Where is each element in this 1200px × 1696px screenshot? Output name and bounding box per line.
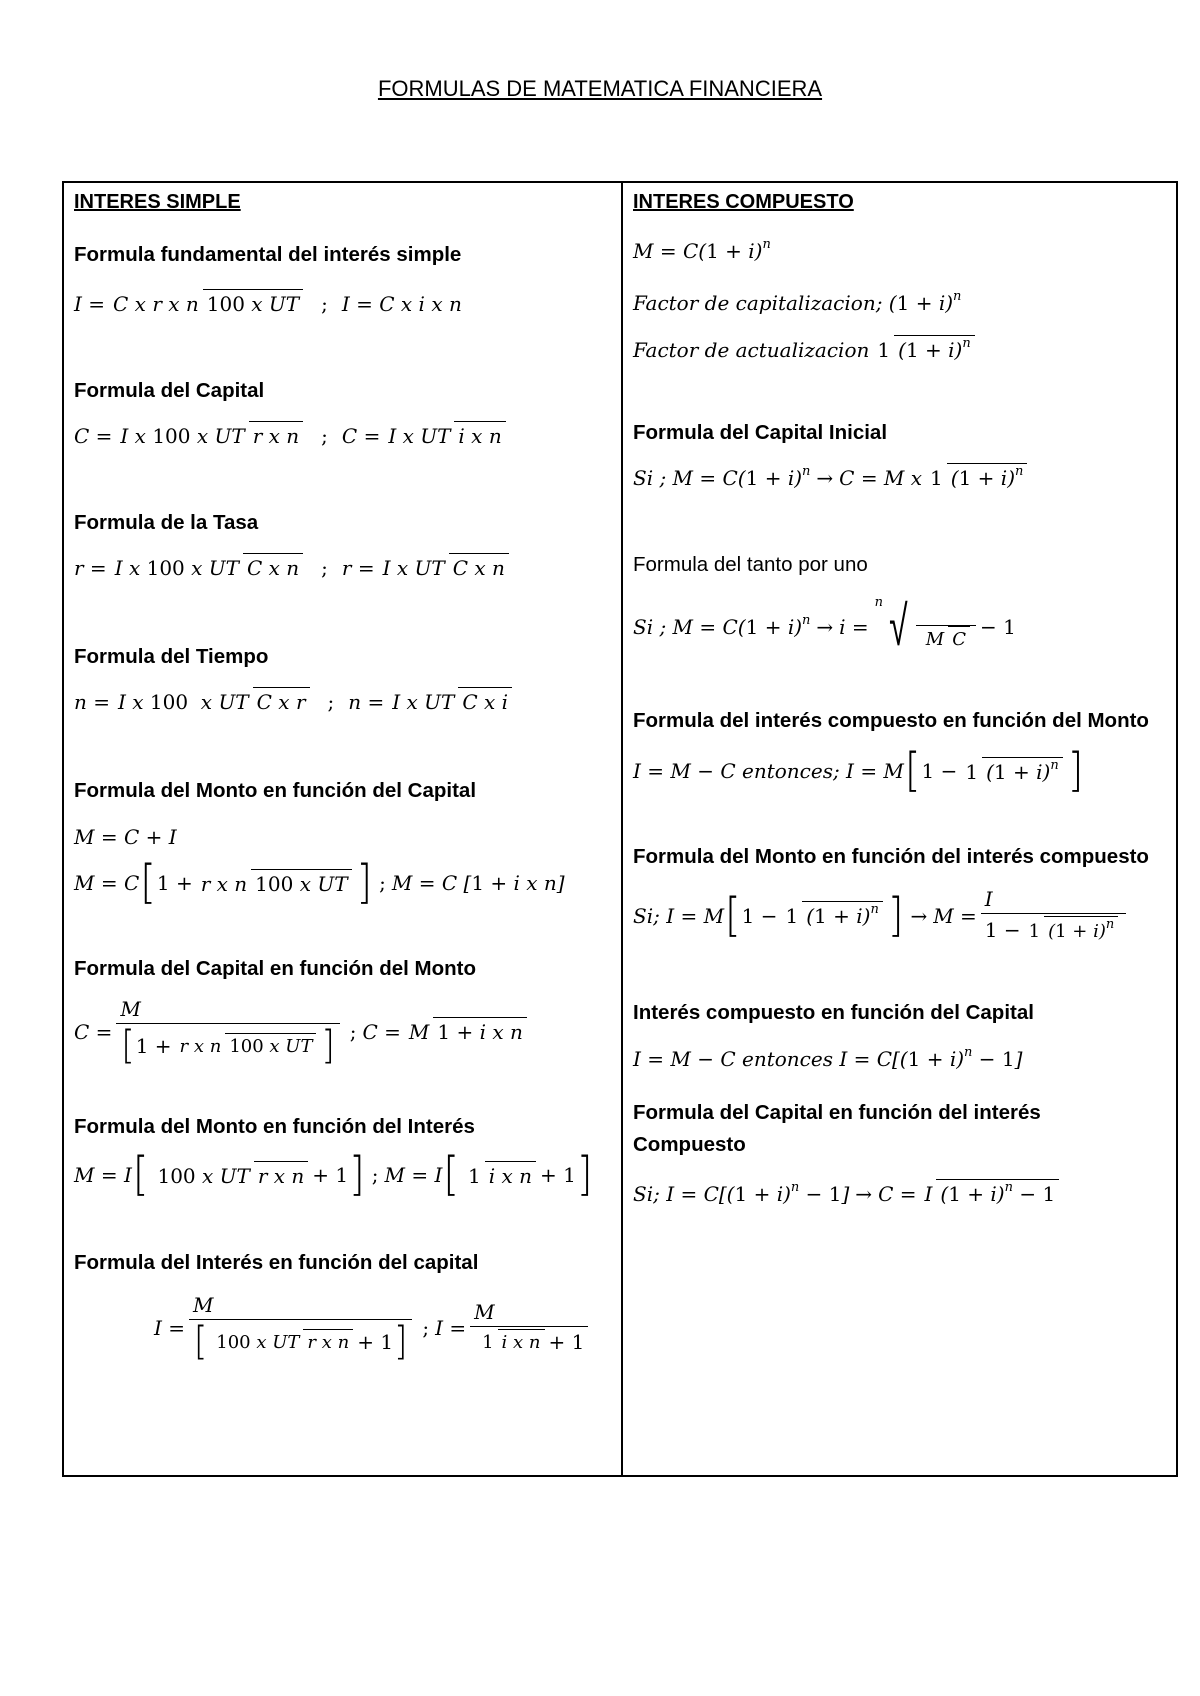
factor-cap-label: Factor de capitalizacion; <box>633 291 883 315</box>
formula-discount-factor: Factor de actualizacion 1 (1 + i)n <box>633 335 1166 364</box>
simple-interest-column <box>64 183 623 1475</box>
compound-interest-column <box>623 183 1176 1475</box>
heading-time-formula: Formula del Tiempo <box>74 645 269 668</box>
heading-amount-from-interest: Formula del Monto en función del Interés <box>74 1115 475 1138</box>
formula-fundamental: I = C x r x n 100 x UT ; I = C x i x n <box>74 289 611 318</box>
heading-initial-capital: Formula del Capital Inicial <box>633 421 888 444</box>
formula-capitalization-factor: Factor de capitalizacion; (1 + i)n <box>633 289 962 315</box>
heading-rate-formula: Formula de la Tasa <box>74 511 259 534</box>
simple-interest-title: INTERES SIMPLE <box>74 191 241 213</box>
heading-fundamental-formula: Formula fundamental del interés simple <box>74 243 462 266</box>
formula-rate-per-unit: Si ; M = C(1 + i)n → i = n √ M C − 1 <box>633 594 1016 659</box>
formula-time: n = I x 100 x UT C x r ; n = I x UT C x i <box>74 687 611 716</box>
formula-rate: r = I x 100 x UT C x n ; r = I x UT C x n <box>74 553 611 582</box>
formula-capital-from-amount: C = M [ 1 + r x n 100 x UT ] ; C = M 1 + i x n <box>74 997 611 1066</box>
formula-compound-interest-from-amount: I = M − C entonces; I = M [ 1 − 1 (1 + i)n ] <box>633 744 1084 798</box>
factor-act-label: Factor de actualizacion <box>633 337 870 362</box>
formula-capital-from-compound-interest: Si; I = C[(1 + i)n − 1] → C = I (1 + i)n − 1 <box>633 1179 1166 1208</box>
formula-initial-capital: Si ; M = C(1 + i)n → C = M x 1 (1 + i)n <box>633 463 1166 492</box>
formula-compound-interest-from-capital: I = M − C entonces I = C[(1 + i)n − 1] <box>633 1045 1023 1071</box>
formula-table <box>62 181 1178 1477</box>
heading-capital-from-compound-interest-2: Compuesto <box>633 1133 746 1156</box>
formula-interest-from-capital: I = M [ 100 x UT r x n + 1 ] ; I = M 1 i x n + 1 <box>154 1293 611 1362</box>
heading-amount-from-compound-interest: Formula del Monto en función del interés compuesto <box>633 845 1149 868</box>
formula-compound-amount: M = C(1 + i)n <box>633 237 771 263</box>
formula-amount-sum: M = C + I <box>74 825 177 849</box>
entonces-label-2: entonces <box>741 1047 833 1071</box>
formula-capital: C = I x 100 x UT r x n ; C = I x UT i x n <box>74 421 611 450</box>
heading-capital-from-compound-interest-1: Formula del Capital en función del interés <box>633 1101 1041 1124</box>
document-title: FORMULAS DE MATEMATICA FINANCIERA <box>377 76 823 101</box>
heading-amount-from-capital: Formula del Monto en función del Capital <box>74 779 477 802</box>
heading-interest-from-capital: Formula del Interés en función del capital <box>74 1251 479 1274</box>
heading-capital-formula: Formula del Capital <box>74 379 265 402</box>
entonces-label-1: entonces; <box>741 759 840 783</box>
heading-rate-per-unit: Formula del tanto por uno <box>633 553 868 576</box>
compound-interest-title: INTERES COMPUESTO <box>633 191 854 213</box>
heading-compound-interest-from-capital: Interés compuesto en función del Capital <box>633 1001 1034 1024</box>
formula-amount-from-interest: M = I [ 100 x UT r x n + 1 ] ; M = I [ 1 i x n + 1 ] <box>74 1148 593 1202</box>
formula-amount-from-capital: M = C [ 1 + r x n 100 x UT ] ; M = C [1 + i x n] <box>74 856 565 910</box>
formula-amount-from-compound-interest: Si; I = M [ 1 − 1 (1 + i)n ] → M = I 1 − 1 (1 + i)n <box>633 887 1166 944</box>
heading-compound-interest-from-amount: Formula del interés compuesto en función del Monto <box>633 709 1149 732</box>
heading-capital-from-amount: Formula del Capital en función del Monto <box>74 957 477 980</box>
